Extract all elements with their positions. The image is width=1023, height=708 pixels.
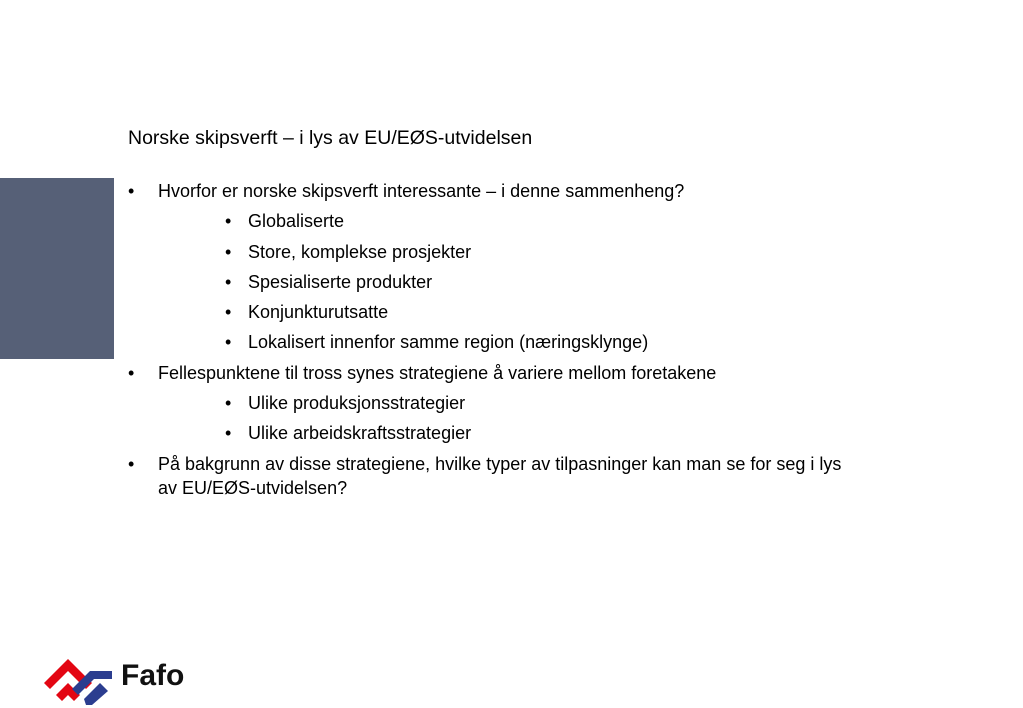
- fafo-logo: [42, 653, 212, 705]
- bullet-dot: •: [225, 332, 232, 353]
- bullet-item: [128, 452, 858, 500]
- bullet-dot: •: [225, 302, 232, 323]
- bullet-text: Store, komplekse prosjekter: [248, 241, 472, 262]
- sub-bullet-item: [128, 240, 858, 264]
- bullet-text: Hvorfor er norske skipsverft interessante – i denne sammenheng?: [158, 181, 685, 201]
- bullet-dot: •: [225, 211, 232, 232]
- slide-title: Norske skipsverft – i lys av EU/EØS-utvidelsen: [128, 127, 533, 149]
- bullet-list: [128, 179, 858, 506]
- fafo-logo-mark-icon: [42, 653, 118, 705]
- sub-bullet-item: [128, 270, 858, 294]
- bullet-dot: •: [225, 241, 232, 262]
- sub-bullet-item: [128, 391, 858, 415]
- bullet-dot: •: [225, 271, 232, 292]
- bullet-text: Lokalisert innenfor samme region (næringsklynge): [248, 332, 649, 353]
- bullet-dot: •: [225, 423, 232, 444]
- bullet-text: Globaliserte: [248, 211, 345, 232]
- bullet-text: Spesialiserte produkter: [248, 271, 433, 292]
- bullet-dot: •: [128, 453, 135, 474]
- side-accent-bar: [0, 178, 114, 359]
- sub-bullet-item: [128, 209, 858, 233]
- bullet-item: [128, 179, 858, 203]
- sub-bullet-item: [128, 300, 858, 324]
- sub-bullet-item: [128, 330, 858, 354]
- logo-text: Fafo: [121, 659, 185, 692]
- sub-bullet-item: [128, 421, 858, 445]
- bullet-dot: •: [128, 181, 135, 201]
- bullet-dot: •: [225, 393, 232, 414]
- bullet-dot: •: [128, 362, 135, 383]
- bullet-item: [128, 361, 858, 385]
- bullet-text: Fellespunktene til tross synes strategiene å variere mellom foretakene: [158, 362, 717, 383]
- bullet-text: Ulike arbeidskraftsstrategier: [248, 423, 472, 444]
- bullet-text: Ulike produksjonsstrategier: [248, 393, 466, 414]
- bullet-text: På bakgrunn av disse strategiene, hvilke typer av tilpasninger kan man se for seg i lys av EU/EØS-utvidelsen?: [158, 453, 842, 498]
- bullet-text: Konjunkturutsatte: [248, 302, 389, 323]
